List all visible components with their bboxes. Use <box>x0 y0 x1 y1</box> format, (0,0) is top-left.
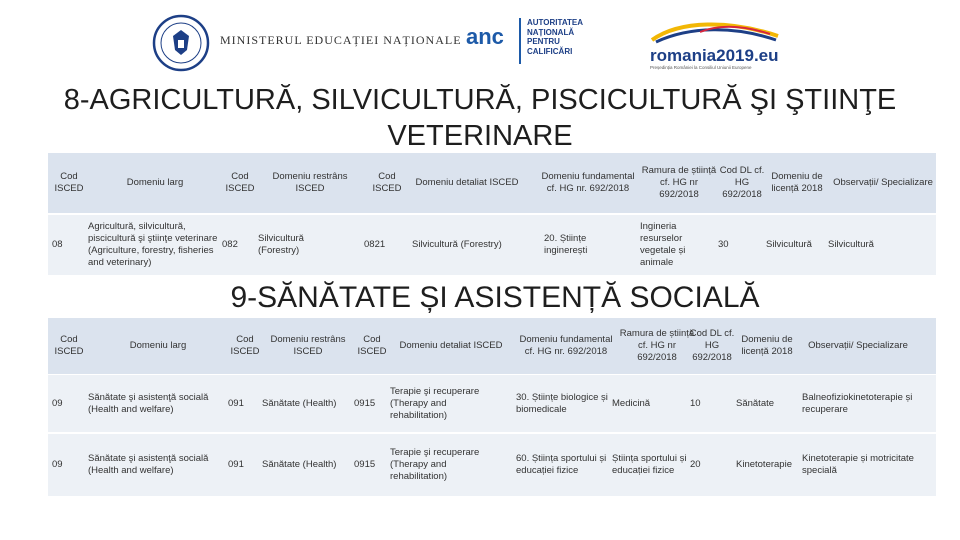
romania2019-subtitle: Președinția României la Consiliul Uniunii Europene <box>650 65 752 70</box>
cell-domeniu-licenta: Silvicultură <box>766 239 812 250</box>
cell-domeniu-fundamental: 60. Știința sportului și educației fizice <box>516 453 607 476</box>
anc-logo <box>466 24 516 54</box>
header-cod-isced-1: Cod ISCED <box>54 171 84 194</box>
romania2019-logo <box>650 18 780 70</box>
header-domeniu-licenta: Domeniu de licență 2018 <box>741 334 793 357</box>
cell-cod-isced-1: 09 <box>52 397 63 409</box>
header-observatii: Observații/ Specializare <box>833 177 933 188</box>
cell-cod-isced-3: 0915 <box>354 459 376 470</box>
anc-divider <box>519 18 521 64</box>
romania2019-swoosh-icon <box>650 18 780 44</box>
header-cod-isced-2: Cod ISCED <box>230 334 260 357</box>
cell-observatii: Balneofiziokinetoterapie și recuperare <box>802 391 913 415</box>
section2-title: 9-SĂNĂTATE ȘI ASISTENȚĂ SOCIALĂ <box>230 281 760 314</box>
header-domeniu-larg: Domeniu larg <box>129 340 187 351</box>
cell-domeniu-detaliat: Terapie şi recuperare (Therapy and rehabilitation) <box>390 385 480 421</box>
cell-domeniu-restrans: Sănătate (Health) <box>262 397 337 409</box>
ministry-name: MINISTERUL EDUCAȚIEI NAȚIONALE <box>220 33 462 47</box>
government-logo <box>152 14 210 72</box>
header-domeniu-restrans: Domeniu restrâns ISCED <box>272 171 348 194</box>
romania2019-text: romania2019.eu <box>650 46 779 65</box>
section1-title <box>0 82 960 154</box>
cell-cod-isced-3: 0821 <box>364 239 386 250</box>
cell-observatii: Kinetoterapie și motricitate specială <box>802 453 914 476</box>
section1-title-line2: VETERINARE <box>387 120 573 152</box>
header-cod-dl: Cod DL cf. HG 692/2018 <box>719 165 765 200</box>
cell-cod-isced-2: 091 <box>228 397 244 409</box>
header-domeniu-detaliat: Domeniu detaliat ISCED <box>415 177 519 188</box>
header-domeniu-licenta: Domeniu de licență 2018 <box>771 171 823 194</box>
section1-title-line1: 8-AGRICULTURĂ, SILVICULTURĂ, PISCICULTURĂ ŞI ŞTIINŢE <box>63 84 897 116</box>
anc-logo-text: anc <box>466 24 504 49</box>
header-cod-isced-2: Cod ISCED <box>225 171 255 194</box>
cell-cod-isced-1: 09 <box>52 459 63 470</box>
cell-cod-dl: 10 <box>690 397 701 409</box>
cell-domeniu-larg: Sănătate şi asistenţă socială (Health and welfare) <box>88 453 209 476</box>
cell-ramura: Medicină <box>612 397 651 409</box>
cell-domeniu-restrans: Silvicultură (Forestry) <box>258 233 304 256</box>
cell-domeniu-fundamental: 30. Științe biologice și biomedicale <box>516 391 608 415</box>
header-cod-isced-3: Cod ISCED <box>357 334 387 357</box>
header-domeniu-fundamental: Domeniu fundamental cf. HG nr. 692/2018 <box>519 334 613 357</box>
cell-cod-isced-1: 08 <box>52 239 63 250</box>
cell-ramura: Ingineria resurselor vegetale și animale <box>640 221 686 268</box>
cell-domeniu-fundamental: 20. Științe inginerești <box>544 233 588 256</box>
header-cod-isced-1: Cod ISCED <box>54 334 84 357</box>
cell-cod-isced-2: 091 <box>228 459 244 470</box>
cell-domeniu-larg: Agricultură, silvicultură, piscicultură şi ştiinţe veterinare (Agriculture, forestry, fisheries and veterinary) <box>88 221 218 268</box>
cell-domeniu-larg: Sănătate şi asistenţă socială (Health and welfare) <box>88 391 209 415</box>
cell-ramura: Știința sportului și educației fizice <box>612 453 687 476</box>
anc-full-name: AUTORITATEA NAȚIONALĂ PENTRU CALIFICĂRI <box>527 18 583 56</box>
cell-cod-isced-3: 0915 <box>354 397 376 409</box>
cell-domeniu-licenta: Kinetoterapie <box>736 459 792 470</box>
header-cod-isced-3: Cod ISCED <box>372 171 402 194</box>
cell-observatii: Silvicultură <box>828 239 874 250</box>
cell-cod-isced-2: 082 <box>222 239 238 250</box>
header-ramura: Ramura de știință cf. HG nr 692/2018 <box>619 328 695 363</box>
government-seal-icon <box>152 14 210 72</box>
cell-domeniu-detaliat: Silvicultură (Forestry) <box>412 239 502 250</box>
header-domeniu-fundamental: Domeniu fundamental cf. HG nr. 692/2018 <box>541 171 635 194</box>
cell-cod-dl: 20 <box>690 459 701 470</box>
header-observatii: Observații/ Specializare <box>808 340 908 351</box>
header-ramura: Ramura de știință cf. HG nr 692/2018 <box>641 165 717 200</box>
cell-domeniu-restrans: Sănătate (Health) <box>262 459 337 470</box>
header-domeniu-larg: Domeniu larg <box>126 177 184 188</box>
header-domeniu-detaliat: Domeniu detaliat ISCED <box>399 340 503 351</box>
cell-cod-dl: 30 <box>718 239 729 250</box>
cell-domeniu-licenta: Sănătate <box>736 397 775 409</box>
header-domeniu-restrans: Domeniu restrâns ISCED <box>270 334 346 357</box>
header-cod-dl: Cod DL cf. HG 692/2018 <box>689 328 735 363</box>
cell-domeniu-detaliat: Terapie şi recuperare (Therapy and rehabilitation) <box>390 447 480 482</box>
